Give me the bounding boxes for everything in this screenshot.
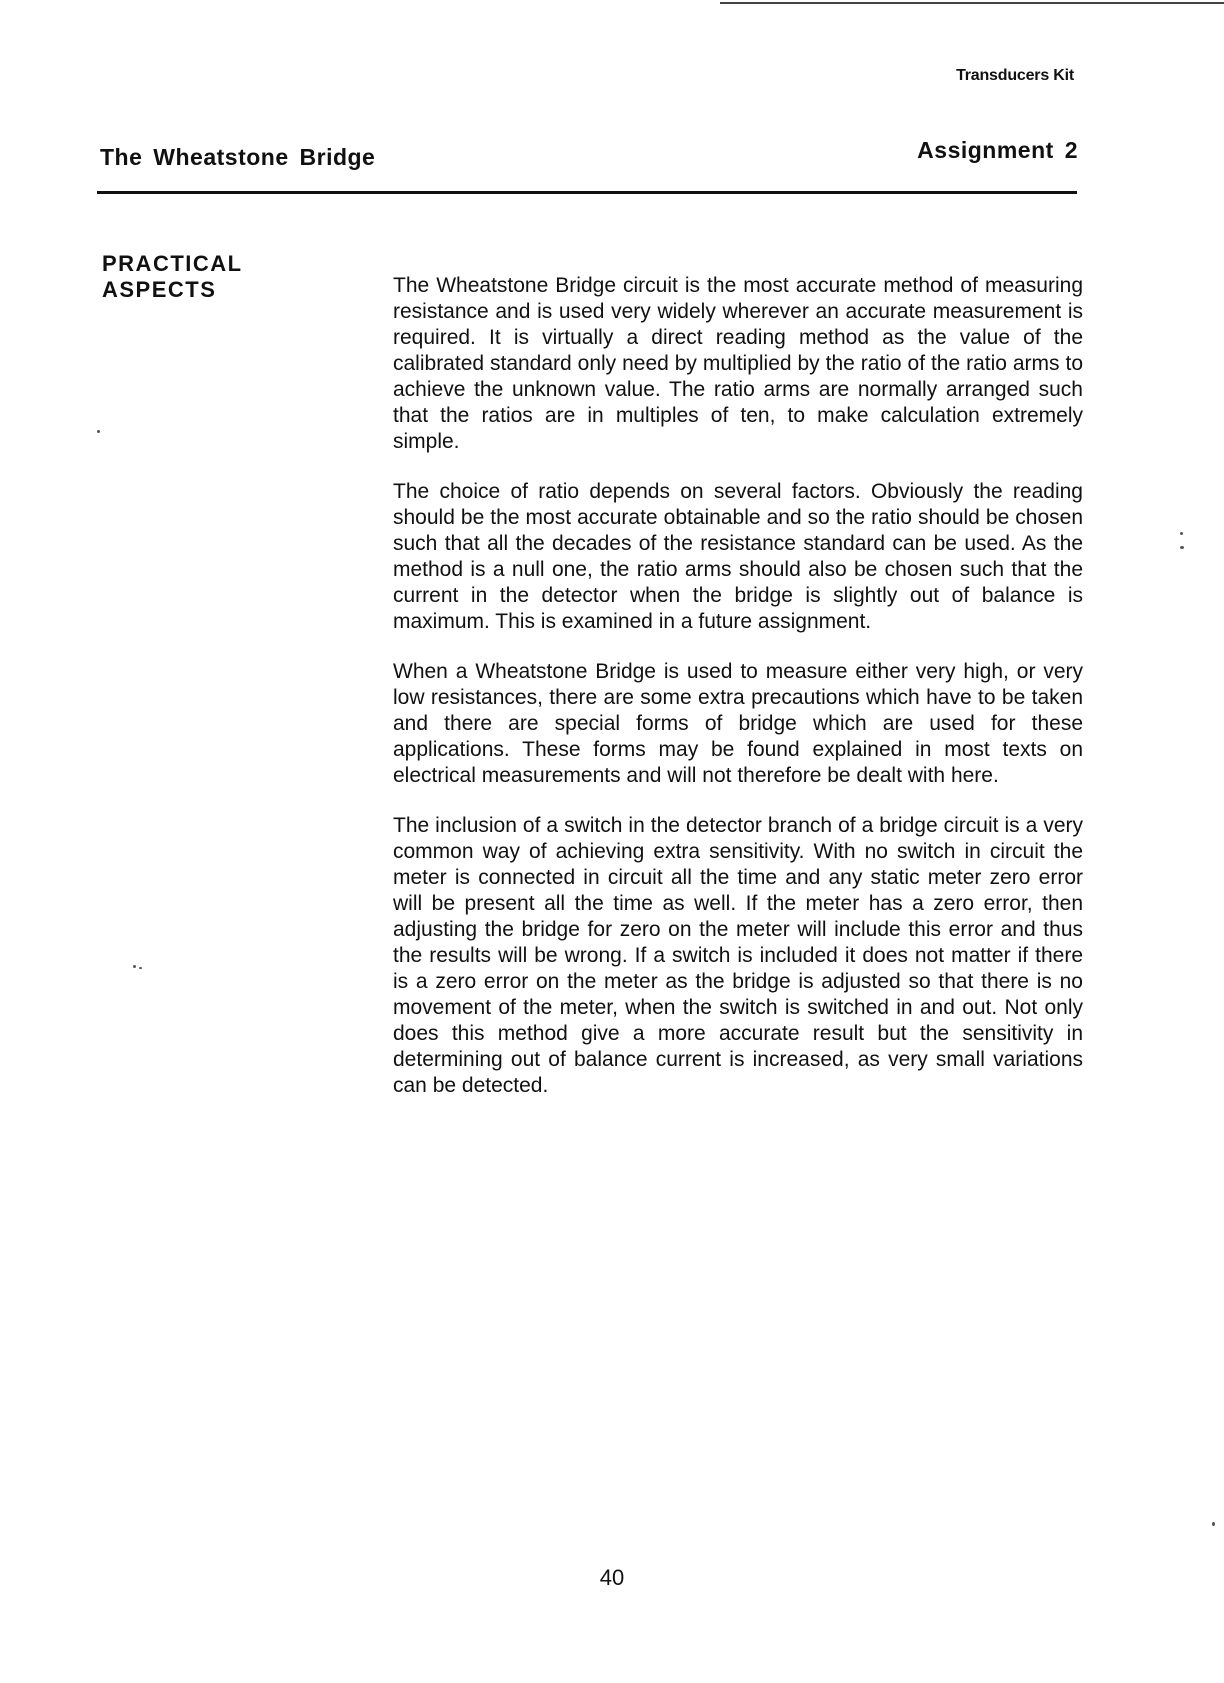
section-heading-line-2: ASPECTS xyxy=(102,277,217,302)
assignment-label: Assignment 2 xyxy=(917,137,1078,163)
paragraph-1: The Wheatstone Bridge circuit is the most accurate method of measuring resistance and is used very widely wherever an accurate measurement is required. It is virtually a direct reading method as the value of the calibrated standard only need by multiplied by the ratio of the ratio arms to achieve the unknown value. The ratio arms are normally arranged such that the ratios are in multiples of ten, to make calculation extremely simple. xyxy=(393,274,1083,453)
paragraph-2: The choice of ratio depends on several factors. Obviously the reading should be the most accurate obtainable and so the ratio should be chosen such that all the decades of the resistance standard can be used. As the method is a null one, the ratio arms should also be chosen such that the current in the detector when the bridge is slightly out of balance is maximum. This is examined in a future assignment. xyxy=(393,480,1083,633)
section-heading-line-1: PRACTICAL xyxy=(102,251,243,276)
scan-speck xyxy=(1180,546,1184,549)
page-number: 40 xyxy=(599,1565,625,1590)
body-text xyxy=(393,273,1083,1123)
paragraph-3: When a Wheatstone Bridge is used to measure either very high, or very low resistances, there are some extra precautions which have to be taken and there are special forms of bridge which are used for these applications. These forms may be found explained in most texts on electrical measurements and will not therefore be dealt with here. xyxy=(393,660,1083,787)
scan-speck xyxy=(133,965,136,968)
scan-speck xyxy=(1180,532,1183,535)
scan-speck xyxy=(97,430,100,433)
scan-speck xyxy=(1212,1522,1215,1526)
scan-speck xyxy=(139,967,142,969)
section-heading xyxy=(102,251,302,303)
running-title: The Wheatstone Bridge xyxy=(100,144,376,170)
top-edge-rule xyxy=(720,2,1224,4)
paragraph-4: The inclusion of a switch in the detector branch of a bridge circuit is a very common way of achieving extra sensitivity. With no switch in circuit the meter is connected in circuit all the time and any static meter zero error will be present all the time as well. If the meter has a zero error, then adjusting the bridge for zero on the meter will include this error and thus the results will be wrong. If a switch is included it does not matter if there is a zero error on the meter as the bridge is adjusted so that there is no movement of the meter, when the switch is switched in and out. Not only does this method give a more accurate result but the sensitivity in determining out of balance current is increased, as very small variations can be detected. xyxy=(393,814,1083,1097)
kit-label: Transducers Kit xyxy=(956,67,1074,84)
header-rule xyxy=(97,191,1077,194)
